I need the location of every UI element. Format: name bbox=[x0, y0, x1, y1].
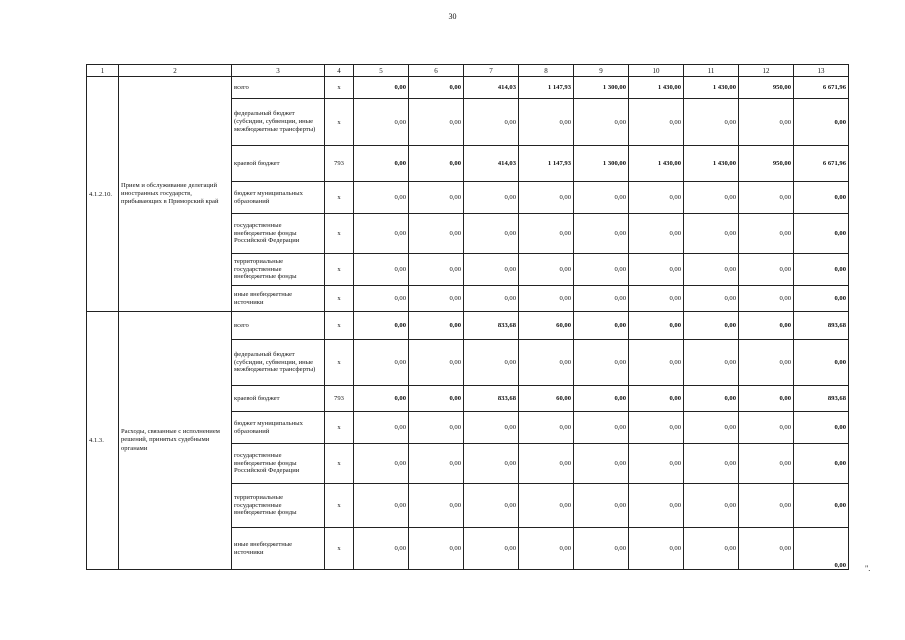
year-value: 0,00 bbox=[519, 254, 574, 286]
year-value: 0,00 bbox=[684, 484, 739, 528]
header-cell: 12 bbox=[739, 65, 794, 77]
year-value: 1 430,00 bbox=[629, 77, 684, 99]
year-value: 0,00 bbox=[629, 286, 684, 312]
year-value: 0,00 bbox=[629, 312, 684, 340]
total-value: 6 671,96 bbox=[794, 146, 849, 182]
year-value: 0,00 bbox=[739, 99, 794, 146]
grbs-code: х bbox=[325, 214, 354, 254]
year-value: 0,00 bbox=[409, 99, 464, 146]
year-value: 1 430,00 bbox=[684, 77, 739, 99]
funding-source: краевой бюджет bbox=[232, 386, 325, 412]
year-value: 0,00 bbox=[409, 254, 464, 286]
year-value: 0,00 bbox=[354, 340, 409, 386]
year-value: 0,00 bbox=[409, 412, 464, 444]
header-cell: 8 bbox=[519, 65, 574, 77]
year-value: 0,00 bbox=[464, 182, 519, 214]
year-value: 0,00 bbox=[464, 444, 519, 484]
grbs-code: х bbox=[325, 484, 354, 528]
header-cell: 13 bbox=[794, 65, 849, 77]
header-row bbox=[87, 65, 849, 77]
year-value: 0,00 bbox=[464, 340, 519, 386]
funding-source: иные внебюджетные источники bbox=[232, 286, 325, 312]
year-value: 0,00 bbox=[574, 99, 629, 146]
year-value: 0,00 bbox=[684, 214, 739, 254]
year-value: 0,00 bbox=[464, 214, 519, 254]
year-value: 0,00 bbox=[409, 146, 464, 182]
header-cell: 5 bbox=[354, 65, 409, 77]
year-value: 0,00 bbox=[409, 77, 464, 99]
year-value: 0,00 bbox=[519, 99, 574, 146]
table-row bbox=[87, 312, 849, 340]
year-value: 0,00 bbox=[684, 254, 739, 286]
year-value: 0,00 bbox=[464, 254, 519, 286]
item-name: Расходы, связанные с исполнением решений, принятых судебными органами bbox=[119, 312, 232, 570]
total-value: 6 671,96 bbox=[794, 77, 849, 99]
grbs-code: х bbox=[325, 528, 354, 570]
year-value: 0,00 bbox=[354, 182, 409, 214]
year-value: 0,00 bbox=[354, 77, 409, 99]
header-cell: 4 bbox=[325, 65, 354, 77]
year-value: 0,00 bbox=[574, 444, 629, 484]
funding-source: всего bbox=[232, 312, 325, 340]
year-value: 0,00 bbox=[684, 286, 739, 312]
year-value: 0,00 bbox=[739, 286, 794, 312]
year-value: 0,00 bbox=[354, 444, 409, 484]
total-value: 0,00 bbox=[794, 484, 849, 528]
funding-source: бюджет муниципальных образований bbox=[232, 412, 325, 444]
year-value: 0,00 bbox=[409, 386, 464, 412]
year-value: 0,00 bbox=[409, 528, 464, 570]
year-value: 0,00 bbox=[629, 214, 684, 254]
total-value: 0,00 bbox=[794, 340, 849, 386]
funding-source: иные внебюджетные источники bbox=[232, 528, 325, 570]
year-value: 1 300,00 bbox=[574, 146, 629, 182]
year-value: 0,00 bbox=[684, 386, 739, 412]
year-value: 0,00 bbox=[519, 286, 574, 312]
year-value: 0,00 bbox=[464, 484, 519, 528]
year-value: 1 147,93 bbox=[519, 146, 574, 182]
year-value: 833,68 bbox=[464, 312, 519, 340]
year-value: 0,00 bbox=[354, 528, 409, 570]
header-cell: 10 bbox=[629, 65, 684, 77]
year-value: 0,00 bbox=[739, 444, 794, 484]
year-value: 0,00 bbox=[629, 444, 684, 484]
table-row bbox=[87, 77, 849, 99]
year-value: 0,00 bbox=[739, 412, 794, 444]
funding-source: федеральный бюджет (субсидии, субвенции, иные межбюджетные трансферты) bbox=[232, 340, 325, 386]
year-value: 0,00 bbox=[574, 182, 629, 214]
year-value: 0,00 bbox=[739, 484, 794, 528]
year-value: 0,00 bbox=[574, 214, 629, 254]
total-value: 0,00 bbox=[794, 412, 849, 444]
grbs-code: х bbox=[325, 182, 354, 214]
year-value: 0,00 bbox=[629, 99, 684, 146]
grbs-code: 793 bbox=[325, 386, 354, 412]
year-value: 0,00 bbox=[354, 286, 409, 312]
year-value: 0,00 bbox=[409, 182, 464, 214]
year-value: 0,00 bbox=[464, 286, 519, 312]
year-value: 0,00 bbox=[684, 182, 739, 214]
year-value: 60,00 bbox=[519, 312, 574, 340]
header-cell: 11 bbox=[684, 65, 739, 77]
funding-source: краевой бюджет bbox=[232, 146, 325, 182]
year-value: 0,00 bbox=[409, 340, 464, 386]
funding-source: всего bbox=[232, 77, 325, 99]
year-value: 60,00 bbox=[519, 386, 574, 412]
year-value: 0,00 bbox=[684, 340, 739, 386]
year-value: 0,00 bbox=[354, 146, 409, 182]
year-value: 414,03 bbox=[464, 77, 519, 99]
year-value: 0,00 bbox=[409, 444, 464, 484]
total-value: 0,00 bbox=[794, 254, 849, 286]
year-value: 0,00 bbox=[354, 484, 409, 528]
year-value: 0,00 bbox=[519, 182, 574, 214]
grbs-code: х bbox=[325, 99, 354, 146]
year-value: 0,00 bbox=[574, 386, 629, 412]
grbs-code: х bbox=[325, 77, 354, 99]
page-number: 30 bbox=[448, 12, 457, 21]
year-value: 0,00 bbox=[684, 412, 739, 444]
year-value: 0,00 bbox=[629, 254, 684, 286]
year-value: 0,00 bbox=[574, 412, 629, 444]
budget-table bbox=[86, 64, 849, 570]
year-value: 0,00 bbox=[354, 99, 409, 146]
year-value: 0,00 bbox=[629, 412, 684, 444]
year-value: 0,00 bbox=[739, 214, 794, 254]
year-value: 0,00 bbox=[519, 484, 574, 528]
year-value: 0,00 bbox=[574, 254, 629, 286]
total-value: 0,00 bbox=[794, 444, 849, 484]
year-value: 0,00 bbox=[409, 484, 464, 528]
year-value: 0,00 bbox=[629, 182, 684, 214]
year-value: 950,00 bbox=[739, 77, 794, 99]
year-value: 0,00 bbox=[574, 340, 629, 386]
funding-source: государственные внебюджетные фонды Российской Федерации bbox=[232, 214, 325, 254]
header-cell: 7 bbox=[464, 65, 519, 77]
year-value: 0,00 bbox=[684, 528, 739, 570]
funding-source: федеральный бюджет (субсидии, субвенции, иные межбюджетные трансферты) bbox=[232, 99, 325, 146]
year-value: 0,00 bbox=[409, 214, 464, 254]
year-value: 0,00 bbox=[684, 99, 739, 146]
year-value: 0,00 bbox=[519, 528, 574, 570]
year-value: 0,00 bbox=[739, 312, 794, 340]
year-value: 1 300,00 bbox=[574, 77, 629, 99]
year-value: 0,00 bbox=[739, 386, 794, 412]
header-cell: 6 bbox=[409, 65, 464, 77]
funding-source: государственные внебюджетные фонды Российской Федерации bbox=[232, 444, 325, 484]
total-value: 893,68 bbox=[794, 312, 849, 340]
year-value: 0,00 bbox=[354, 214, 409, 254]
year-value: 0,00 bbox=[464, 412, 519, 444]
header-cell: 3 bbox=[232, 65, 325, 77]
year-value: 0,00 bbox=[629, 484, 684, 528]
year-value: 0,00 bbox=[354, 254, 409, 286]
total-value: 0,00 bbox=[794, 99, 849, 146]
funding-source: бюджет муниципальных образований bbox=[232, 182, 325, 214]
header-cell: 2 bbox=[119, 65, 232, 77]
year-value: 0,00 bbox=[739, 340, 794, 386]
grbs-code: 793 bbox=[325, 146, 354, 182]
year-value: 0,00 bbox=[354, 412, 409, 444]
grbs-code: х bbox=[325, 412, 354, 444]
year-value: 1 430,00 bbox=[629, 146, 684, 182]
year-value: 950,00 bbox=[739, 146, 794, 182]
item-name: Прием и обслуживание делегаций иностранных государств, прибывающих в Приморский край bbox=[119, 77, 232, 312]
year-value: 0,00 bbox=[519, 214, 574, 254]
year-value: 0,00 bbox=[629, 386, 684, 412]
year-value: 0,00 bbox=[629, 528, 684, 570]
year-value: 0,00 bbox=[574, 286, 629, 312]
item-code: 4.1.2.10. bbox=[87, 77, 119, 312]
year-value: 1 430,00 bbox=[684, 146, 739, 182]
total-value: 0,00 bbox=[794, 286, 849, 312]
year-value: 0,00 bbox=[739, 254, 794, 286]
grbs-code: х bbox=[325, 286, 354, 312]
total-value: 0,00 bbox=[794, 528, 849, 570]
total-value: 0,00 bbox=[794, 214, 849, 254]
year-value: 0,00 bbox=[354, 386, 409, 412]
year-value: 0,00 bbox=[739, 182, 794, 214]
year-value: 0,00 bbox=[684, 312, 739, 340]
grbs-code: х bbox=[325, 254, 354, 286]
header-cell: 1 bbox=[87, 65, 119, 77]
total-value: 893,68 bbox=[794, 386, 849, 412]
year-value: 0,00 bbox=[574, 312, 629, 340]
year-value: 0,00 bbox=[574, 528, 629, 570]
year-value: 0,00 bbox=[354, 312, 409, 340]
year-value: 1 147,93 bbox=[519, 77, 574, 99]
year-value: 0,00 bbox=[684, 444, 739, 484]
grbs-code: х bbox=[325, 444, 354, 484]
total-value: 0,00 bbox=[794, 182, 849, 214]
grbs-code: х bbox=[325, 340, 354, 386]
funding-source: территориальные государственные внебюджетные фонды bbox=[232, 484, 325, 528]
funding-source: территориальные государственные внебюджетные фонды bbox=[232, 254, 325, 286]
grbs-code: х bbox=[325, 312, 354, 340]
year-value: 0,00 bbox=[629, 340, 684, 386]
year-value: 833,68 bbox=[464, 386, 519, 412]
year-value: 0,00 bbox=[519, 340, 574, 386]
year-value: 0,00 bbox=[409, 312, 464, 340]
year-value: 0,00 bbox=[519, 444, 574, 484]
closing-quote: ". bbox=[865, 564, 871, 573]
year-value: 0,00 bbox=[464, 99, 519, 146]
year-value: 0,00 bbox=[464, 528, 519, 570]
item-code: 4.1.3. bbox=[87, 312, 119, 570]
year-value: 0,00 bbox=[739, 528, 794, 570]
year-value: 0,00 bbox=[574, 484, 629, 528]
header-cell: 9 bbox=[574, 65, 629, 77]
year-value: 414,03 bbox=[464, 146, 519, 182]
year-value: 0,00 bbox=[519, 412, 574, 444]
year-value: 0,00 bbox=[409, 286, 464, 312]
